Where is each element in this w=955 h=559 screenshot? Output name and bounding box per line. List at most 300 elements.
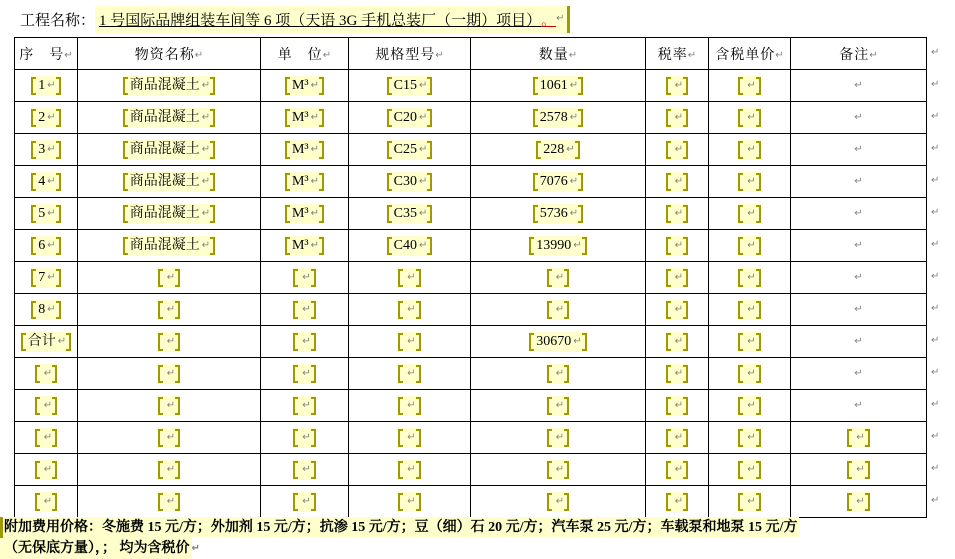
field-value: 3: [38, 141, 46, 157]
form-field-name[interactable]: [158, 268, 180, 288]
form-field-seq[interactable]: [35, 428, 57, 448]
cell-price: [709, 166, 791, 198]
cell-unit: [261, 486, 349, 518]
field-bracket-right-icon: [683, 461, 688, 479]
form-field-tax[interactable]: [666, 268, 688, 288]
field-value: C30: [393, 173, 417, 189]
pilcrow-mark: ↵: [47, 175, 56, 187]
form-field-name[interactable]: [158, 396, 180, 416]
field-value: 5: [38, 205, 46, 221]
form-field-price[interactable]: [738, 396, 760, 416]
form-field-qty[interactable]: [547, 460, 569, 480]
pilcrow-mark: ↵: [302, 335, 311, 347]
field-bracket-right-icon: [319, 237, 324, 255]
form-field-price[interactable]: [738, 236, 760, 256]
table-row: [15, 262, 927, 294]
pilcrow-mark: ↵: [931, 463, 940, 474]
field-bracket-right-icon: [756, 77, 761, 95]
form-field-name[interactable]: [158, 364, 180, 384]
cell-price: [709, 454, 791, 486]
form-field-tax[interactable]: [666, 460, 688, 480]
pilcrow-mark: ↵: [418, 175, 428, 187]
field-bracket-left-icon: [666, 173, 671, 191]
form-field-tax[interactable]: [666, 236, 688, 256]
form-field-price[interactable]: [738, 428, 760, 448]
field-bracket-right-icon: [56, 237, 61, 255]
pilcrow-mark: ↵: [854, 399, 863, 411]
form-field-unit[interactable]: [285, 76, 324, 96]
field-bracket-right-icon: [416, 493, 421, 511]
table-row: [15, 102, 927, 134]
form-field-price[interactable]: [738, 332, 760, 352]
cell-remark-plain: [791, 134, 927, 166]
form-field-qty[interactable]: [547, 300, 569, 320]
form-field-spec[interactable]: [398, 332, 420, 352]
table-row: [15, 134, 927, 166]
cell-spec: [349, 102, 471, 134]
cell-price: [709, 390, 791, 422]
field-value: M³: [291, 237, 309, 253]
field-bracket-right-icon: [56, 205, 61, 223]
field-bracket-left-icon: [666, 77, 671, 95]
field-value: 商品混凝土: [129, 141, 200, 157]
form-field-name[interactable]: [123, 108, 215, 128]
form-field-tax[interactable]: [666, 108, 688, 128]
cell-spec: [349, 454, 471, 486]
form-field-price[interactable]: [738, 492, 760, 512]
field-value: 商品混凝土: [129, 109, 200, 125]
form-field-price[interactable]: [738, 300, 760, 320]
field-bracket-right-icon: [416, 301, 421, 319]
field-bracket-right-icon: [756, 333, 761, 351]
cell-remark: [791, 486, 927, 518]
form-field-seq[interactable]: [31, 140, 60, 160]
field-bracket-left-icon: [398, 429, 403, 447]
field-bracket-left-icon: [666, 333, 671, 351]
pilcrow-mark: ↵: [201, 111, 211, 123]
cell-spec: [349, 230, 471, 262]
form-field-qty[interactable]: [536, 140, 579, 160]
form-field-seq[interactable]: [35, 396, 57, 416]
form-field-unit[interactable]: [293, 332, 315, 352]
cell-tax: [646, 198, 709, 230]
form-field-unit[interactable]: [285, 108, 324, 128]
pilcrow-mark: ↵: [566, 143, 575, 155]
pilcrow-mark: ↵: [407, 495, 416, 507]
cell-name: [78, 326, 261, 358]
pilcrow-mark: ↵: [856, 463, 865, 475]
form-field-price[interactable]: [738, 204, 760, 224]
form-field-spec[interactable]: [398, 460, 420, 480]
cell-unit: [261, 198, 349, 230]
cell-tax: [646, 326, 709, 358]
field-bracket-left-icon: [158, 333, 163, 351]
pilcrow-mark: ↵: [747, 271, 756, 283]
pilcrow-mark: ↵: [931, 175, 940, 186]
cell-unit: [261, 134, 349, 166]
pilcrow-mark: ↵: [854, 207, 863, 219]
field-bracket-right-icon: [683, 493, 688, 511]
form-field-seq[interactable]: [35, 364, 57, 384]
pilcrow-mark: ↵: [201, 207, 211, 219]
column-header-name: [78, 38, 261, 70]
field-bracket-right-icon: [683, 397, 688, 415]
field-bracket-right-icon: [756, 173, 761, 191]
cell-name: [78, 102, 261, 134]
pilcrow-mark: ↵: [747, 335, 756, 347]
pilcrow-mark: ↵: [569, 175, 579, 187]
pilcrow-mark: ↵: [191, 542, 200, 554]
field-bracket-right-icon: [756, 141, 761, 159]
field-bracket-left-icon: [738, 205, 743, 223]
cell-spec: [349, 486, 471, 518]
pilcrow-mark: ↵: [166, 399, 176, 411]
form-field-unit[interactable]: [293, 492, 315, 512]
form-field-tax[interactable]: [666, 428, 688, 448]
pilcrow-mark: ↵: [674, 175, 684, 187]
pilcrow-mark: ↵: [931, 271, 940, 282]
pilcrow-mark: ↵: [555, 271, 565, 283]
field-bracket-left-icon: [738, 333, 743, 351]
cell-seq: [15, 454, 78, 486]
form-field-tax[interactable]: [666, 364, 688, 384]
form-field-qty[interactable]: [533, 172, 583, 192]
field-value: 4: [38, 173, 46, 189]
form-field-remark[interactable]: [847, 460, 869, 480]
pilcrow-mark: ↵: [64, 49, 73, 61]
cell-name: [78, 198, 261, 230]
form-field-price[interactable]: [738, 364, 760, 384]
pilcrow-mark: ↵: [166, 271, 176, 283]
form-field-spec[interactable]: [387, 140, 433, 160]
pilcrow-mark: ↵: [166, 431, 176, 443]
form-field-qty[interactable]: [547, 396, 569, 416]
field-bracket-right-icon: [416, 461, 421, 479]
form-field-spec[interactable]: [398, 492, 420, 512]
pilcrow-mark: ↵: [201, 79, 211, 91]
form-field-price[interactable]: [738, 108, 760, 128]
pilcrow-mark: ↵: [931, 399, 940, 410]
field-bracket-right-icon: [311, 397, 316, 415]
pilcrow-mark: ↵: [869, 49, 878, 61]
field-bracket-right-icon: [52, 397, 57, 415]
pilcrow-mark: ↵: [674, 239, 684, 251]
cell-tax: [646, 166, 709, 198]
field-bracket-right-icon: [311, 333, 316, 351]
field-bracket-right-icon: [683, 269, 688, 287]
cell-name: [78, 390, 261, 422]
pilcrow-mark: ↵: [568, 49, 578, 61]
form-field-name[interactable]: [158, 300, 180, 320]
row-end-mark: [931, 453, 951, 485]
pilcrow-mark: ↵: [931, 495, 940, 506]
row-end-mark: [931, 485, 951, 517]
cell-seq: [15, 198, 78, 230]
field-value: 6: [38, 237, 46, 253]
field-value: C15: [393, 77, 417, 93]
field-bracket-right-icon: [175, 461, 180, 479]
field-bracket-right-icon: [564, 397, 569, 415]
field-bracket-right-icon: [416, 429, 421, 447]
field-value: 1: [38, 77, 46, 93]
field-bracket-right-icon: [311, 429, 316, 447]
form-field-tax[interactable]: [666, 332, 688, 352]
form-field-name[interactable]: [158, 492, 180, 512]
cell-seq: [15, 102, 78, 134]
form-field-name[interactable]: [158, 460, 180, 480]
form-field-seq[interactable]: [35, 492, 57, 512]
column-header-tax: [646, 38, 709, 70]
field-bracket-left-icon: [738, 77, 743, 95]
cell-remark-plain: [791, 70, 927, 102]
form-field-seq[interactable]: [35, 460, 57, 480]
pilcrow-mark: ↵: [47, 207, 56, 219]
form-field-qty[interactable]: [529, 236, 586, 256]
pilcrow-mark: ↵: [687, 49, 697, 61]
cell-unit: [261, 326, 349, 358]
cell-unit: [261, 102, 349, 134]
field-bracket-right-icon: [416, 397, 421, 415]
materials-table: [14, 37, 927, 518]
form-field-spec[interactable]: [398, 300, 420, 320]
field-bracket-right-icon: [427, 109, 432, 127]
cell-seq: [15, 390, 78, 422]
field-bracket-left-icon: [158, 397, 163, 415]
field-value: M³: [291, 141, 309, 157]
field-bracket-right-icon: [210, 141, 215, 159]
field-value: C25: [393, 141, 417, 157]
field-bracket-left-icon: [35, 397, 40, 415]
field-bracket-right-icon: [56, 109, 61, 127]
field-value: 商品混凝土: [129, 237, 200, 253]
footer-note: [0, 517, 955, 559]
cell-remark-plain: [791, 390, 927, 422]
form-field-tax[interactable]: [666, 140, 688, 160]
form-field-seq[interactable]: [31, 268, 60, 288]
field-bracket-right-icon: [564, 301, 569, 319]
pilcrow-mark: ↵: [674, 303, 684, 315]
form-field-tax[interactable]: [666, 204, 688, 224]
form-field-qty[interactable]: [529, 332, 586, 352]
field-bracket-right-icon: [319, 173, 324, 191]
form-field-seq[interactable]: [31, 76, 60, 96]
pilcrow-mark: ↵: [47, 303, 56, 315]
form-field-spec[interactable]: [398, 396, 420, 416]
cell-qty: [471, 422, 646, 454]
form-field-spec[interactable]: [398, 428, 420, 448]
cell-unit: [261, 454, 349, 486]
field-bracket-left-icon: [293, 461, 298, 479]
pilcrow-mark: ↵: [747, 463, 756, 475]
form-field-spec[interactable]: [387, 236, 433, 256]
field-value: C40: [393, 237, 417, 253]
form-field-tax[interactable]: [666, 172, 688, 192]
table-row: [15, 198, 927, 230]
column-header-price: [709, 38, 791, 70]
pilcrow-mark: ↵: [435, 49, 444, 61]
cell-tax: [646, 358, 709, 390]
form-field-unit[interactable]: [293, 300, 315, 320]
pilcrow-mark: ↵: [310, 143, 320, 155]
form-field-name[interactable]: [123, 172, 215, 192]
pilcrow-mark: ↵: [674, 111, 684, 123]
field-value: M³: [291, 205, 309, 221]
row-end-mark: [931, 421, 951, 453]
form-field-qty[interactable]: [547, 492, 569, 512]
form-field-name[interactable]: [123, 236, 215, 256]
form-field-unit[interactable]: [293, 268, 315, 288]
form-field-unit[interactable]: [285, 172, 324, 192]
field-bracket-left-icon: [158, 365, 163, 383]
cell-remark-plain: [791, 230, 927, 262]
field-value: 商品混凝土: [129, 205, 200, 221]
form-field-spec[interactable]: [387, 204, 433, 224]
cell-spec: [349, 134, 471, 166]
title-highlight-field[interactable]: [95, 6, 570, 33]
form-field-price[interactable]: [738, 140, 760, 160]
form-field-seq[interactable]: [31, 172, 60, 192]
form-field-qty[interactable]: [533, 76, 583, 96]
footer-line1: [0, 517, 955, 538]
field-bracket-right-icon: [865, 461, 870, 479]
form-field-seq[interactable]: [31, 236, 60, 256]
row-end-mark: [931, 197, 951, 229]
cell-name: [78, 358, 261, 390]
field-bracket-left-icon: [293, 429, 298, 447]
field-value: 2: [38, 109, 46, 125]
field-value: 5736: [539, 205, 568, 221]
field-bracket-left-icon: [666, 461, 671, 479]
field-bracket-left-icon: [738, 269, 743, 287]
row-end-mark: [931, 325, 951, 357]
form-field-unit[interactable]: [293, 364, 315, 384]
form-field-price[interactable]: [738, 460, 760, 480]
cell-seq: [15, 294, 78, 326]
form-field-seq[interactable]: [31, 300, 60, 320]
pilcrow-mark: ↵: [166, 367, 176, 379]
cell-qty: [471, 390, 646, 422]
form-field-unit[interactable]: [285, 140, 324, 160]
field-bracket-left-icon: [847, 461, 852, 479]
form-field-unit[interactable]: [293, 396, 315, 416]
form-field-remark[interactable]: [847, 492, 869, 512]
pilcrow-mark: ↵: [854, 271, 863, 283]
pilcrow-mark: ↵: [407, 431, 416, 443]
field-bracket-left-icon: [398, 269, 403, 287]
form-field-unit[interactable]: [293, 460, 315, 480]
pilcrow-mark: ↵: [43, 367, 53, 379]
pilcrow-mark: ↵: [43, 463, 53, 475]
form-field-tax[interactable]: [666, 492, 688, 512]
field-value: M³: [291, 77, 309, 93]
pilcrow-mark: ↵: [674, 335, 684, 347]
form-field-seq[interactable]: [31, 108, 60, 128]
form-field-price[interactable]: [738, 172, 760, 192]
pilcrow-mark: ↵: [747, 143, 756, 155]
form-field-price[interactable]: [738, 76, 760, 96]
form-field-qty[interactable]: [533, 204, 583, 224]
form-field-unit[interactable]: [293, 428, 315, 448]
form-field-name[interactable]: [123, 204, 215, 224]
pilcrow-mark: ↵: [674, 79, 684, 91]
field-bracket-right-icon: [865, 493, 870, 511]
cell-seq: [15, 262, 78, 294]
cell-tax: [646, 262, 709, 294]
form-field-name[interactable]: [123, 140, 215, 160]
title-value: 1 号国际品牌组装车间等 6 项（天语 3G 手机总装厂（一期）项目）: [99, 12, 542, 29]
pilcrow-mark: ↵: [418, 111, 428, 123]
form-field-unit[interactable]: [285, 204, 324, 224]
form-field-qty[interactable]: [547, 428, 569, 448]
pilcrow-mark: ↵: [47, 79, 56, 91]
field-value: 7: [38, 269, 46, 285]
form-field-spec[interactable]: [398, 364, 420, 384]
pilcrow-mark: ↵: [854, 111, 863, 123]
form-field-spec[interactable]: [387, 76, 433, 96]
field-bracket-right-icon: [210, 77, 215, 95]
form-field-qty[interactable]: [547, 268, 569, 288]
field-value: 商品混凝土: [129, 173, 200, 189]
form-field-seq[interactable]: [21, 332, 71, 352]
cell-remark-plain: [791, 102, 927, 134]
form-field-spec[interactable]: [387, 108, 433, 128]
form-field-tax[interactable]: [666, 396, 688, 416]
cell-seq: [15, 326, 78, 358]
cell-unit: [261, 230, 349, 262]
field-value: 1061: [539, 77, 568, 93]
form-field-seq[interactable]: [31, 204, 60, 224]
form-field-spec[interactable]: [387, 172, 433, 192]
row-end-mark: [931, 357, 951, 389]
pilcrow-mark: ↵: [854, 175, 863, 187]
field-bracket-right-icon: [427, 77, 432, 95]
field-bracket-left-icon: [293, 397, 298, 415]
cell-seq: [15, 70, 78, 102]
form-field-name[interactable]: [123, 76, 215, 96]
form-field-qty[interactable]: [547, 364, 569, 384]
form-field-remark[interactable]: [847, 428, 869, 448]
cell-name: [78, 70, 261, 102]
field-bracket-right-icon: [756, 237, 761, 255]
column-header-seq: [15, 38, 78, 70]
form-field-unit[interactable]: [285, 236, 324, 256]
pilcrow-mark: ↵: [931, 303, 940, 314]
cell-price: [709, 230, 791, 262]
cell-unit: [261, 422, 349, 454]
field-value: M³: [291, 173, 309, 189]
pilcrow-mark: ↵: [674, 399, 684, 411]
form-field-price[interactable]: [738, 268, 760, 288]
cell-qty: [471, 102, 646, 134]
cell-qty: [471, 166, 646, 198]
form-field-spec[interactable]: [398, 268, 420, 288]
field-bracket-right-icon: [52, 365, 57, 383]
form-field-name[interactable]: [158, 332, 180, 352]
column-header-qty: [471, 38, 646, 70]
form-field-tax[interactable]: [666, 300, 688, 320]
cell-name: [78, 454, 261, 486]
pilcrow-mark: ↵: [57, 335, 67, 347]
field-bracket-right-icon: [683, 141, 688, 159]
field-bracket-right-icon: [578, 205, 583, 223]
row-end-mark: [931, 37, 951, 69]
form-field-qty[interactable]: [533, 108, 583, 128]
form-field-tax[interactable]: [666, 76, 688, 96]
cell-remark: [791, 454, 927, 486]
field-value: 13990: [536, 237, 572, 253]
form-field-name[interactable]: [158, 428, 180, 448]
pilcrow-mark: ↵: [854, 79, 863, 91]
